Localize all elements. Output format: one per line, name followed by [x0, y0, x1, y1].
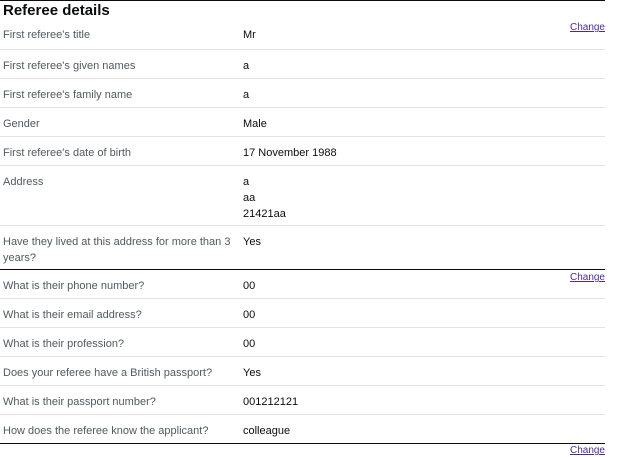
summary-value: [243, 234, 573, 250]
summary-key: First referee's title: [3, 29, 91, 41]
summary-row: [0, 50, 605, 79]
summary-row: [0, 357, 605, 386]
summary-key: What is their profession?: [3, 338, 125, 350]
summary-key: First referee's given names: [3, 60, 136, 72]
summary-value-line: Yes: [243, 236, 261, 248]
summary-value-line: Male: [243, 118, 267, 130]
summary-value-line: a: [243, 60, 250, 72]
change-link-section-3[interactable]: Change: [569, 445, 605, 456]
summary-value: [243, 116, 573, 132]
summary-value-line: 00: [243, 338, 256, 350]
summary-row: [0, 166, 605, 226]
summary-row: [0, 137, 605, 166]
summary-key: First referee's date of birth: [3, 147, 132, 159]
summary-value-line: colleague: [243, 425, 291, 437]
summary-value: [243, 27, 573, 43]
summary-value: [243, 174, 573, 222]
summary-value: [243, 365, 573, 381]
summary-value-line: aa: [243, 192, 256, 204]
summary-value-line: 17 November 1988: [243, 147, 337, 159]
summary-key: Address: [3, 176, 44, 188]
summary-value-line: a: [243, 176, 250, 188]
referee-details-heading: [0, 0, 605, 20]
summary-value: [243, 307, 573, 323]
summary-key: Have they lived at this address for more than 3 years?: [3, 236, 231, 264]
summary-value: [243, 278, 573, 294]
summary-row: [0, 19, 605, 50]
summary-value: [243, 145, 573, 161]
summary-row: [0, 299, 605, 328]
summary-key: Gender: [3, 118, 40, 130]
summary-value-line: 001212121: [243, 396, 299, 408]
summary-row: [0, 108, 605, 137]
change-link-section-1[interactable]: Change: [569, 22, 605, 33]
summary-value-line: Mr: [243, 29, 256, 41]
summary-row: [0, 386, 605, 415]
summary-row: [0, 328, 605, 357]
summary-key: What is their email address?: [3, 309, 142, 321]
summary-value-line: 21421aa: [243, 208, 286, 220]
summary-row: [0, 415, 605, 444]
summary-value-line: a: [243, 89, 250, 101]
summary-key: First referee's family name: [3, 89, 133, 101]
summary-row: [0, 270, 605, 299]
summary-value-line: 00: [243, 309, 256, 321]
summary-row: [0, 226, 605, 269]
change-link-section-2[interactable]: Change: [569, 272, 605, 283]
page-title: Referee details: [3, 2, 110, 19]
summary-value: [243, 336, 573, 352]
summary-value-line: Yes: [243, 367, 261, 379]
summary-value: [243, 423, 573, 439]
summary-value-line: 00: [243, 280, 256, 292]
summary-key: How does the referee know the applicant?: [3, 425, 209, 437]
summary-row: [0, 79, 605, 108]
summary-value: [243, 58, 573, 74]
summary-section-3: [0, 443, 605, 456]
summary-key: Does your referee have a British passport?: [3, 367, 213, 379]
summary-value: [243, 87, 573, 103]
summary-key: What is their passport number?: [3, 396, 156, 408]
summary-section-1: [0, 19, 605, 269]
summary-key: What is their phone number?: [3, 280, 145, 292]
summary-section-2: [0, 269, 605, 444]
summary-value: [243, 394, 573, 410]
